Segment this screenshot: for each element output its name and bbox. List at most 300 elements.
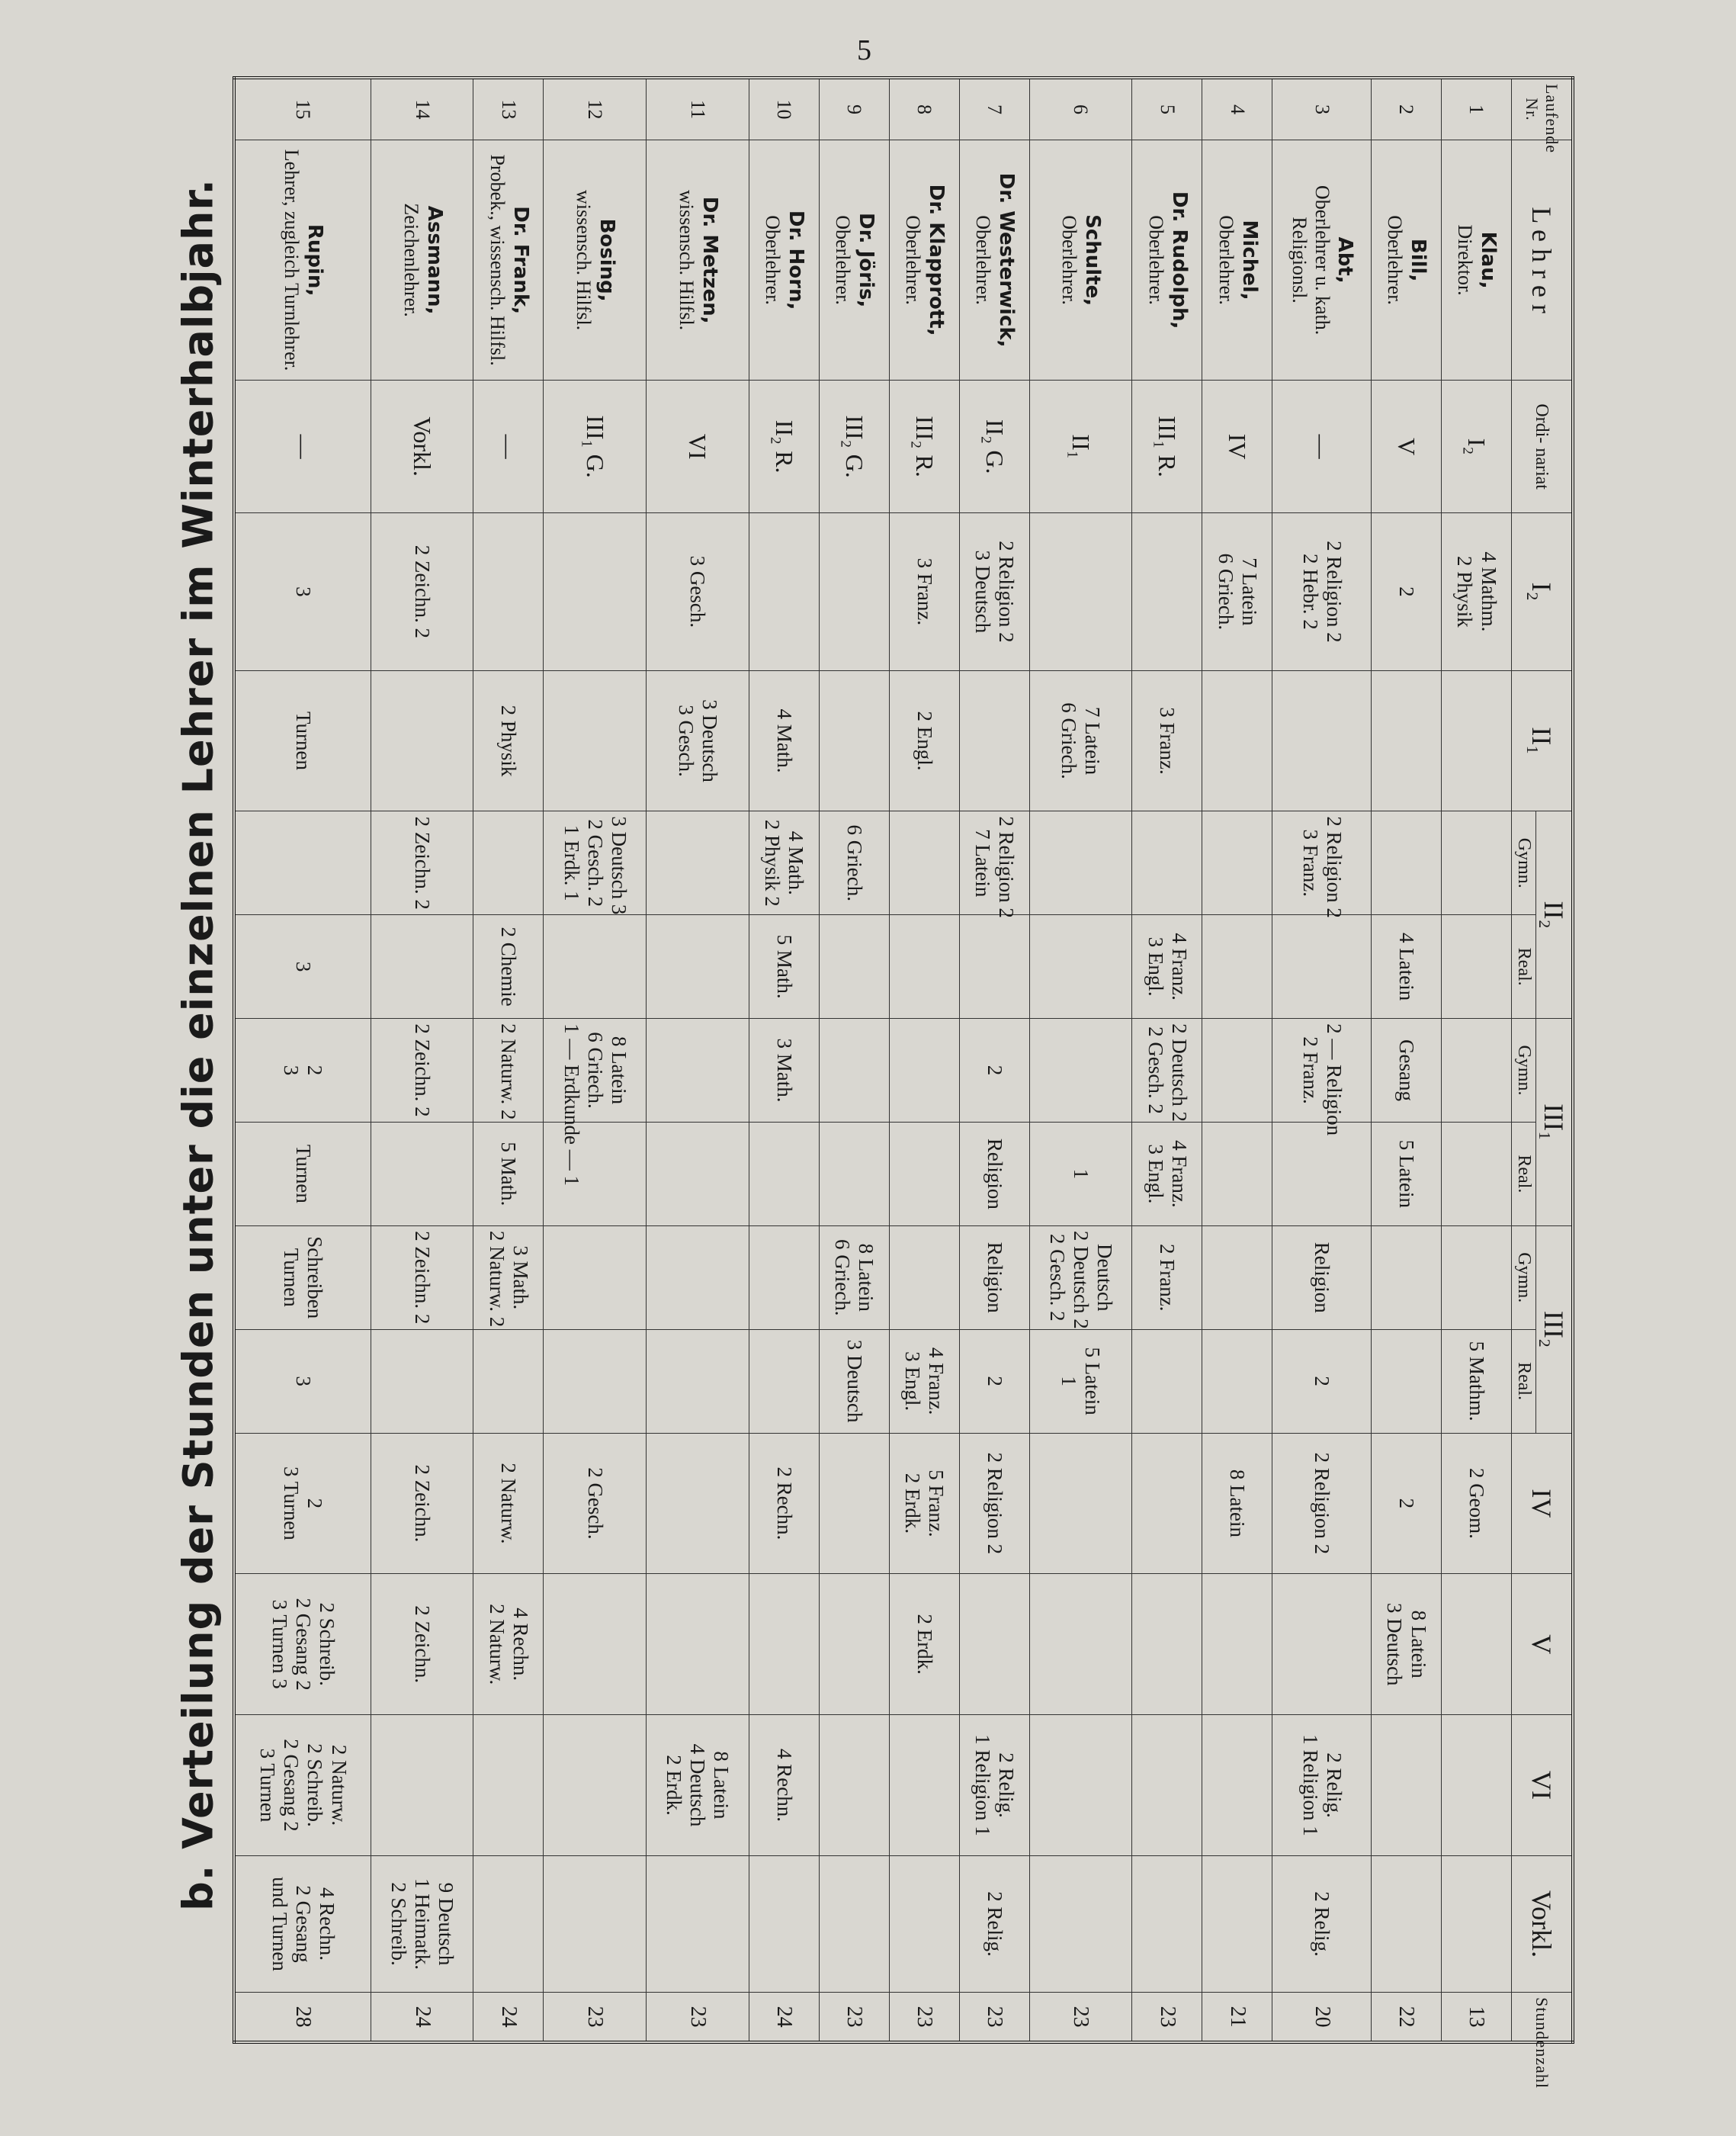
hours-cell-ii2r [544,915,647,1019]
hours-cell-i2 [544,513,647,671]
hours-cell-v [819,1574,889,1715]
hours-cell-ii1 [819,670,889,811]
hours-cell-ii2g [889,811,959,915]
hours-cell-iii1r [749,1122,819,1225]
hours-cell-ii1 [371,670,473,811]
hours-entry: 2 Naturw. [497,1463,521,1544]
hours-cell-iii2g [1132,1225,1202,1329]
hours-cell-ii2r [371,915,473,1019]
teacher-cell [473,140,544,381]
teacher-rank: Oberlehrer. [832,215,855,305]
hours-entry: 3 Gesch. [686,555,710,628]
hours-cell-iii1r [234,1122,371,1225]
hours-cell-iv [473,1433,544,1574]
hours-cell-iv [1132,1433,1202,1574]
hours-cell-ii1 [1372,670,1442,811]
teacher-rank: Oberlehrer. [1058,215,1081,305]
teacher-rank: Zeichenlehrer. [400,203,422,317]
row-number: 12 [544,78,647,140]
hours-cell-iv [371,1433,473,1574]
teacher-hours-table [233,76,1574,2089]
hours-cell-iv [544,1433,647,1574]
hours-entry: 3 [291,1376,315,1386]
hours-cell-v [1272,1574,1372,1715]
col-header-V: V [1512,1574,1574,1715]
hours-entry: 2 Engl. [913,711,936,771]
hours-entry: 4 Math. [772,708,796,773]
hours-entry: 2 [983,1065,1006,1076]
hours-entry: 2 Zeichn. 2 [411,544,435,638]
hours-cell-iii1g [1132,1019,1202,1123]
hours-entry: 2 Relig. [1322,1752,1346,1818]
row-number: 14 [371,78,473,140]
table-row [959,78,1029,2042]
hours-cell-iii1g [234,1019,371,1123]
col-header-II2: II₂ [1536,811,1574,1019]
hours-entry: 2 Physik [1453,555,1477,628]
hours-cell-ii2g [234,811,371,915]
hours-cell-iii2g [1442,1225,1512,1329]
hours-cell-vorkl [889,1855,959,1992]
hours-cell-iii2g [473,1225,544,1329]
hours-entry: 7 Latein [1081,706,1105,776]
teacher-cell [889,140,959,381]
hours-cell-ii1 [473,670,544,811]
ordinariat-cell: V [1372,381,1442,513]
hours-cell-ii2r [1132,915,1202,1019]
hours-entry: 4 Rechn. [509,1608,532,1681]
hours-cell-vorkl [1029,1855,1132,1992]
hours-cell-iv [819,1433,889,1574]
hours-cell-i2 [234,513,371,671]
hours-cell-iii1r [1372,1122,1442,1225]
ordinariat-cell: IV [1202,381,1272,513]
hours-cell-iii1g [544,1019,647,1187]
hours-entry: 5 Franz. [925,1470,948,1537]
hours-cell-vi [959,1715,1029,1856]
ordinariat-cell: — [1272,381,1372,513]
hours-cell-iii1r [544,1122,647,1225]
hours-entry: 2 — Religion [1322,1023,1346,1136]
hours-cell-ii2g [1272,811,1372,918]
hours-entry: 5 Math. [497,1142,521,1206]
table-row [1202,78,1272,2042]
hours-cell-ii2r [647,915,749,1019]
hours-cell-iii2g [959,1225,1029,1329]
teacher-name: Schulte, [1081,214,1105,307]
hours-entry: 5 Mathm. [1465,1341,1489,1421]
teacher-cell [1132,140,1202,381]
hours-cell-iii1r [819,1122,889,1225]
hours-cell-ii2g [1029,811,1132,915]
hours-cell-ii2r [1202,915,1272,1019]
hours-entry: Deutsch [1093,1244,1116,1312]
hours-cell-iii1g [647,1019,749,1123]
col-header-I2: I₂ [1512,513,1574,671]
hours-cell-vi [473,1715,544,1856]
hours-entry: 6 Griech. [1214,553,1237,631]
hours-entry: 2 [303,1498,327,1509]
hours-entry: 2 Gesang [291,1885,315,1963]
hours-entry: 2 Physik [497,705,521,777]
hours-cell-i2 [1372,513,1442,671]
hours-cell-ii1 [889,670,959,811]
hours-entry: 2 Hebr. 2 [1298,553,1322,630]
ordinariat-cell: VI [647,381,749,513]
hours-cell-ii2g [473,811,544,915]
teacher-cell [1442,140,1512,381]
hours-cell-v [1132,1574,1202,1715]
hours-cell-iii1r [371,1122,473,1225]
hours-cell-vorkl [959,1855,1029,1992]
hours-cell-iii1g [1029,1019,1132,1123]
hours-cell-iii2r [647,1329,749,1433]
hours-entry: 2 Geom. [1465,1467,1489,1539]
hours-entry: 2 [1395,1498,1419,1509]
hours-entry: Religion [983,1138,1006,1209]
hours-cell-vi [1372,1715,1442,1856]
hours-entry: 3 Franz. [1156,707,1179,775]
hours-entry: 4 Franz. [925,1347,948,1415]
hours-entry: 3 Deutsch [971,550,995,634]
hours-cell-v [749,1574,819,1715]
stundenzahl-cell: 28 [234,1993,371,2042]
hours-entry: 2 Deutsch 2 [1069,1230,1093,1329]
hours-cell-vorkl [1372,1855,1442,1992]
hours-entry: 2 Gesang 2 [291,1598,315,1691]
ordinariat-cell: III₁ R. [1132,381,1202,513]
hours-cell-iii1r [1272,1122,1372,1225]
hours-cell-iii1g [473,1019,544,1123]
stundenzahl-cell: 21 [1202,1993,1272,2042]
hours-cell-iii1r [1202,1122,1272,1225]
teacher-name: Abt, [1333,236,1357,284]
teacher-cell [371,140,473,381]
stundenzahl-cell: 23 [647,1993,749,2042]
hours-cell-ii2r [819,915,889,1019]
stundenzahl-cell: 23 [1029,1993,1132,2042]
stundenzahl-cell: 13 [1442,1993,1512,2042]
hours-cell-iii2g [544,1225,647,1329]
hours-cell-vorkl [1202,1855,1272,1992]
hours-cell-iii1r [1132,1122,1202,1225]
teacher-rank: Oberlehrer u. kath. Religionsl. [1288,185,1333,336]
hours-cell-iv [1272,1433,1372,1574]
table-row [889,78,959,2042]
hours-cell-i2 [371,513,473,671]
hours-cell-iii2r [1442,1329,1512,1433]
col-header-III2: III₂ [1536,1225,1574,1433]
hours-entry: 4 Mathm. [1477,551,1500,632]
hours-cell-iii2r [1202,1329,1272,1433]
hours-entry: 2 Zeichn. 2 [411,1023,435,1117]
hours-cell-ii2r [1272,915,1372,1019]
hours-cell-iii1g [1442,1019,1512,1123]
hours-cell-v [234,1574,371,1715]
hours-cell-iii2g [1272,1225,1372,1329]
hours-entry: 3 [280,1065,303,1076]
hours-entry: 2 Zeichn. 2 [411,816,435,910]
hours-cell-ii2r [234,915,371,1019]
teacher-cell [544,140,647,381]
hours-cell-i2 [1272,513,1372,671]
hours-entry: 4 Rechn. [772,1748,796,1822]
hours-cell-ii1 [1029,670,1132,811]
teacher-cell [1029,140,1132,381]
hours-cell-v [1202,1574,1272,1715]
row-number: 2 [1372,78,1442,140]
hours-cell-i2 [959,513,1029,671]
stundenzahl-cell: 23 [544,1993,647,2042]
teacher-name: Assmann, [422,205,446,315]
hours-cell-iii2g [889,1225,959,1329]
hours-entry: 6 Griech. [1057,702,1081,779]
stundenzahl-cell: 23 [1132,1993,1202,2042]
hours-cell-ii2g [819,811,889,915]
teacher-rank: Oberlehrer. [1215,215,1237,305]
hours-entry: 2 Deutsch 2 [1167,1023,1191,1123]
table-row [371,78,473,2042]
hours-cell-iii2g [234,1225,371,1329]
teacher-rank: Oberlehrer. [902,215,925,305]
hours-entry: Schreiben [303,1236,327,1319]
hours-cell-vi [1442,1715,1512,1856]
hours-cell-vi [647,1715,749,1856]
hours-cell-vi [544,1715,647,1856]
hours-cell-vi [749,1715,819,1856]
table-row [1372,78,1442,2042]
hours-entry: 2 Franz. [1298,1036,1322,1104]
teacher-cell [749,140,819,381]
hours-cell-iii2r [473,1329,544,1433]
hours-cell-vi [889,1715,959,1856]
hours-cell-v [544,1574,647,1715]
hours-cell-vi [819,1715,889,1856]
teacher-rank: Oberlehrer. [972,215,995,305]
teacher-cell [819,140,889,381]
hours-cell-ii1 [1272,670,1372,811]
col-subheader-gymn: Gymn. [1512,811,1536,915]
ordinariat-cell: — [473,381,544,513]
hours-cell-vorkl [819,1855,889,1992]
hours-entry: Turnen [291,711,315,770]
row-number: 1 [1442,78,1512,140]
hours-entry: 4 Math. [785,830,808,895]
stundenzahl-cell: 22 [1372,1993,1442,2042]
hours-entry: 2 Religion 2 [1322,541,1346,643]
hours-cell-ii2r [959,915,1029,1019]
stundenzahl-cell: 20 [1272,1993,1372,2042]
ordinariat-cell: II₂ R. [749,381,819,513]
teacher-name: Dr. Rudolph, [1167,191,1191,329]
hours-cell-iii2g [1029,1225,1132,1329]
teacher-rank: Oberlehrer. [1144,215,1167,305]
hours-cell-iv [1442,1433,1512,1574]
stundenzahl-cell: 23 [959,1993,1029,2042]
hours-entry: 2 [983,1376,1006,1386]
hours-entry: und Turnen [268,1877,291,1971]
hours-cell-ii2g [647,811,749,915]
table-row [1029,78,1132,2042]
teacher-name: Dr. Horn, [784,210,807,310]
hours-cell-i2 [749,513,819,671]
hours-cell-vorkl [749,1855,819,1992]
stundenzahl-cell: 23 [819,1993,889,2042]
hours-entry: Religion [1311,1241,1334,1313]
hours-cell-vi [1202,1715,1272,1856]
hours-entry: 8 Latein [607,1036,631,1105]
teacher-cell [647,140,749,381]
hours-entry: 3 Turnen [256,1748,280,1823]
hours-cell-i2 [473,513,544,671]
hours-entry: 2 Gesch. 2 [583,819,607,907]
hours-cell-ii1 [234,670,371,811]
table-row [819,78,889,2042]
hours-entry: 2 Relig. [1311,1891,1334,1957]
col-header-IV: IV [1512,1433,1574,1574]
hours-entry: 4 Deutsch [686,1743,710,1827]
hours-cell-ii2g [371,811,473,915]
hours-cell-iii2r [1272,1329,1372,1433]
teacher-cell [234,140,371,381]
teacher-rank: Probek., wissensch. Hilfsl. [486,154,509,366]
hours-cell-vorkl [1442,1855,1512,1992]
hours-entry: 5 Latein [1081,1347,1105,1415]
col-header-lehrer: L e h r e r [1512,140,1574,381]
hours-cell-i2 [819,513,889,671]
hours-cell-iv [1202,1433,1272,1574]
row-number: 13 [473,78,544,140]
hours-cell-i2 [1029,513,1132,671]
hours-cell-ii2g [749,811,819,915]
hours-cell-ii2r [1029,915,1132,1019]
hours-cell-i2 [889,513,959,671]
hours-entry: 2 Religion 2 [995,816,1019,918]
hours-entry: 5 Latein [1395,1139,1419,1208]
teacher-name: Dr. Klapprott, [924,184,948,336]
hours-cell-iii2r [544,1329,647,1433]
hours-entry: 2 Relig. [995,1752,1019,1818]
hours-cell-i2 [1442,513,1512,671]
hours-entry: 3 [291,586,315,597]
hours-cell-iii1g [819,1019,889,1123]
row-number: 4 [1202,78,1272,140]
teacher-rank: wissensch. Hilfsl. [675,190,698,331]
row-number: 10 [749,78,819,140]
hours-entry: 6 Griech. [583,1032,607,1109]
hours-entry: 2 Rechn. [772,1466,796,1540]
table-row [234,78,371,2042]
hours-cell-ii1 [1132,670,1202,811]
row-number: 6 [1029,78,1132,140]
hours-entry: 2 Gesang 2 [280,1739,303,1832]
row-number: 11 [647,78,749,140]
hours-cell-ii1 [647,670,749,811]
hours-entry: 1 Heimatk. [411,1878,435,1970]
hours-cell-ii1 [1442,670,1512,811]
hours-cell-ii2g [959,811,1029,918]
hours-entry: 1 Religion 1 [971,1734,995,1836]
table-row [1272,78,1372,2042]
hours-entry: Turnen [280,1248,303,1307]
hours-entry: 7 Latein [971,829,995,898]
row-number: 9 [819,78,889,140]
hours-cell-ii1 [1202,670,1272,811]
col-header-laufende-nr: Laufende Nr. [1512,78,1574,140]
hours-cell-iv [647,1433,749,1574]
hours-entry: 2 Schreib. [316,1602,339,1686]
hours-entry: 2 Schreib. [303,1743,327,1827]
ordinariat-cell: III₂ G. [819,381,889,513]
hours-entry: Turnen [291,1144,315,1203]
teacher-name: Rupin, [303,223,327,297]
hours-cell-iii1g [1372,1019,1442,1123]
hours-cell-v [1442,1574,1512,1715]
hours-cell-ii2g [1132,811,1202,915]
hours-entry: 1 — Erdkunde — 1 [560,1023,583,1187]
ordinariat-cell: III₂ R. [889,381,959,513]
hours-cell-vorkl [544,1855,647,1992]
hours-cell-iv [234,1433,371,1574]
hours-cell-iii2r [749,1329,819,1433]
stundenzahl-cell: 24 [473,1993,544,2042]
hours-entry: 2 [1311,1376,1334,1386]
table-row [544,78,647,2042]
schedule-table-frame [233,76,1574,2089]
hours-entry: 1 Erdk. 1 [560,824,583,901]
hours-cell-iii1r [959,1122,1029,1225]
teacher-name: Dr. Frank, [509,206,532,314]
hours-entry: 4 Latein [1395,933,1419,1001]
row-number: 3 [1272,78,1372,140]
col-header-II1: II₁ [1512,670,1574,811]
hours-entry: 3 Franz. [913,557,936,626]
hours-cell-ii2g [544,811,647,915]
hours-cell-iii2r [819,1329,889,1433]
teacher-rank: wissensch. Hilfsl. [573,190,595,331]
hours-entry: 3 Deutsch [1383,1602,1407,1686]
hours-entry: 2 Religion 2 [1311,1452,1334,1555]
hours-cell-iv [749,1433,819,1574]
hours-cell-ii2r [1372,915,1442,1019]
col-header-vorkl: Vorkl. [1512,1855,1574,1992]
ordinariat-cell: I₂ [1442,381,1512,513]
stundenzahl-cell: 23 [889,1993,959,2042]
hours-cell-ii2r [889,915,959,1019]
hours-cell-v [371,1574,473,1715]
col-header-VI: VI [1512,1715,1574,1856]
hours-entry: 2 Zeichn. [411,1605,435,1684]
col-header-ordinariat: Ordi- nariat [1512,381,1574,513]
hours-cell-iii2r [1132,1329,1202,1433]
ordinariat-cell: — [234,381,371,513]
row-number: 7 [959,78,1029,140]
table-row [473,78,544,2042]
hours-cell-i2 [1202,513,1272,671]
hours-entry: Religion [983,1241,1006,1313]
hours-entry: 3 Gesch. [674,705,698,777]
teacher-cell [1272,140,1372,381]
hours-cell-i2 [647,513,749,671]
hours-cell-ii2r [749,915,819,1019]
hours-entry: 1 [1057,1376,1081,1386]
hours-cell-iii2r [959,1329,1029,1433]
ordinariat-cell: III₁ G. [544,381,647,513]
hours-cell-ii2r [1442,915,1512,1019]
teacher-name: Dr. Westerwick, [994,172,1018,348]
hours-entry: 2 Zeichn. [411,1464,435,1543]
hours-entry: 2 Relig. [983,1891,1006,1957]
